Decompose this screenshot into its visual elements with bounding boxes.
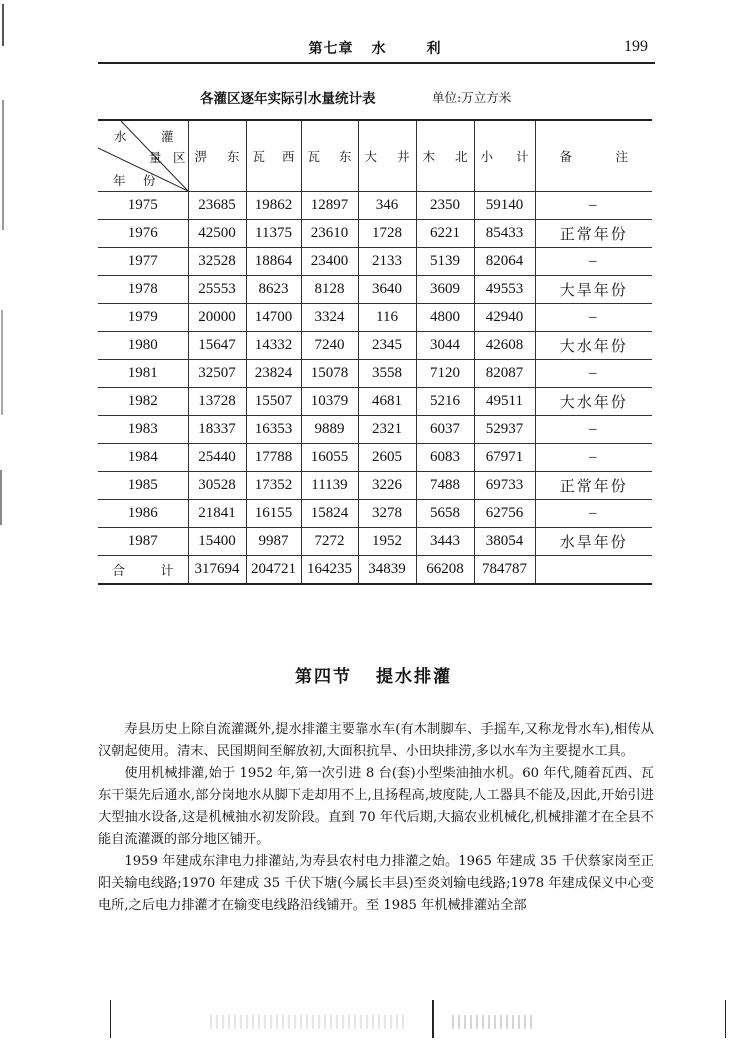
value-cell: 5139 <box>416 248 474 276</box>
value-cell: 4800 <box>416 304 474 332</box>
value-cell: 1952 <box>358 528 416 556</box>
value-cell: 19862 <box>246 192 301 220</box>
value-cell: 12897 <box>301 192 358 220</box>
value-cell: 1728 <box>358 220 416 248</box>
value-cell: 15078 <box>301 360 358 388</box>
table-row <box>98 276 652 304</box>
column-header <box>188 120 246 192</box>
value-cell: 25553 <box>188 276 246 304</box>
value-cell: 9987 <box>246 528 301 556</box>
value-cell: 23685 <box>188 192 246 220</box>
scan-edge-mark <box>2 4 4 46</box>
remark-cell: 水旱年份 <box>535 528 652 556</box>
column-header <box>474 120 535 192</box>
value-cell: 23824 <box>246 360 301 388</box>
value-cell: 16055 <box>301 444 358 472</box>
section-heading <box>0 662 747 687</box>
year-cell: 1979 <box>98 304 188 332</box>
value-cell: 82064 <box>474 248 535 276</box>
value-cell: 3609 <box>416 276 474 304</box>
remark-cell: – <box>535 500 652 528</box>
total-value-cell: 34839 <box>358 556 416 585</box>
column-header-char: 大 <box>364 149 378 164</box>
value-cell: 32528 <box>188 248 246 276</box>
total-label-char: 计 <box>160 564 174 579</box>
remark-cell: 正常年份 <box>535 220 652 248</box>
value-cell: 15824 <box>301 500 358 528</box>
table-row <box>98 472 652 500</box>
value-cell: 85433 <box>474 220 535 248</box>
table-row <box>98 248 652 276</box>
table-row <box>98 444 652 472</box>
remark-cell: 大水年份 <box>535 388 652 416</box>
corner-label-irrigation: 灌 <box>161 129 174 144</box>
value-cell: 2133 <box>358 248 416 276</box>
header-rule <box>98 62 655 64</box>
value-cell: 23400 <box>301 248 358 276</box>
value-cell: 38054 <box>474 528 535 556</box>
total-value-cell: 204721 <box>246 556 301 585</box>
remark-cell: – <box>535 304 652 332</box>
column-header-char: 东 <box>226 149 240 164</box>
column-header-char: 瓦 <box>307 149 321 164</box>
value-cell: 18864 <box>246 248 301 276</box>
value-cell: 67971 <box>474 444 535 472</box>
chapter-title <box>98 38 652 58</box>
chapter-title-part2: 利 <box>426 41 442 57</box>
value-cell: 6221 <box>416 220 474 248</box>
corner-label-water: 水 <box>114 129 127 144</box>
corner-label-year: 年 <box>113 173 126 188</box>
year-cell: 1986 <box>98 500 188 528</box>
total-label-cell <box>98 556 188 585</box>
corner-header-cell <box>98 120 188 192</box>
value-cell: 62756 <box>474 500 535 528</box>
corner-label-quantity: 量 <box>149 150 162 165</box>
column-header-char: 东 <box>338 149 352 164</box>
value-cell: 7120 <box>416 360 474 388</box>
column-header <box>358 120 416 192</box>
column-header-char: 井 <box>396 149 410 164</box>
total-row <box>98 556 652 585</box>
value-cell: 14332 <box>246 332 301 360</box>
value-cell: 2321 <box>358 416 416 444</box>
year-cell: 1984 <box>98 444 188 472</box>
value-cell: 42608 <box>474 332 535 360</box>
scan-footer-noise <box>452 1015 532 1029</box>
column-header-char: 计 <box>515 149 529 164</box>
value-cell: 17788 <box>246 444 301 472</box>
remark-cell: 大旱年份 <box>535 276 652 304</box>
scan-edge-mark <box>1 310 3 415</box>
section-title: 提水排灌 <box>376 667 452 687</box>
year-cell: 1982 <box>98 388 188 416</box>
value-cell: 7272 <box>301 528 358 556</box>
value-cell: 42940 <box>474 304 535 332</box>
table-header-row <box>98 120 652 192</box>
value-cell: 3044 <box>416 332 474 360</box>
value-cell: 3324 <box>301 304 358 332</box>
column-header-char: 备 <box>559 149 573 164</box>
value-cell: 30528 <box>188 472 246 500</box>
value-cell: 3640 <box>358 276 416 304</box>
remark-cell: 正常年份 <box>535 472 652 500</box>
remark-cell: – <box>535 416 652 444</box>
value-cell: 17352 <box>246 472 301 500</box>
scan-footer-noise <box>210 1015 405 1029</box>
page-number: 199 <box>624 38 648 55</box>
chapter-title-part1: 水 <box>371 41 387 57</box>
value-cell: 3226 <box>358 472 416 500</box>
value-cell: 8128 <box>301 276 358 304</box>
scan-footer-mark <box>110 1000 111 1038</box>
table-row <box>98 416 652 444</box>
value-cell: 9889 <box>301 416 358 444</box>
year-cell: 1985 <box>98 472 188 500</box>
paragraph: 使用机械排灌,始于 1952 年,第一次引进 8 台(套)小型柴油抽水机。60 年代,随着瓦西、瓦东干渠先后通水,部分岗地水从脚下走却用不上,且扬程高,坡度陡,人工器具不能及,因此,开始引进大型抽水设备,这是机械抽水初发阶段。直到 70 年代后期,大搞农业机械化,机械排灌才在全县不能自流灌溉的部分地区铺开。 <box>98 766 654 847</box>
corner-label-district: 区 <box>173 150 186 165</box>
value-cell: 5216 <box>416 388 474 416</box>
year-cell: 1978 <box>98 276 188 304</box>
value-cell: 20000 <box>188 304 246 332</box>
chapter-number: 第七章 <box>308 41 354 57</box>
total-label-char: 合 <box>112 564 126 579</box>
value-cell: 10379 <box>301 388 358 416</box>
value-cell: 49511 <box>474 388 535 416</box>
value-cell: 16155 <box>246 500 301 528</box>
column-header-char: 小 <box>480 149 494 164</box>
value-cell: 346 <box>358 192 416 220</box>
value-cell: 11139 <box>301 472 358 500</box>
column-header-char: 北 <box>454 149 468 164</box>
value-cell: 7240 <box>301 332 358 360</box>
value-cell: 59140 <box>474 192 535 220</box>
value-cell: 32507 <box>188 360 246 388</box>
value-cell: 5658 <box>416 500 474 528</box>
value-cell: 2350 <box>416 192 474 220</box>
value-cell: 8623 <box>246 276 301 304</box>
remark-cell: – <box>535 248 652 276</box>
value-cell: 4681 <box>358 388 416 416</box>
value-cell: 6083 <box>416 444 474 472</box>
total-value-cell: 164235 <box>301 556 358 585</box>
year-cell: 1977 <box>98 248 188 276</box>
value-cell: 2605 <box>358 444 416 472</box>
scan-footer-mark <box>432 1000 434 1038</box>
year-cell: 1976 <box>98 220 188 248</box>
paragraph: 寿县历史上除自流灌溉外,提水排灌主要靠水车(有木制脚车、手摇车,又称龙骨水车),相传从汉朝起使用。清末、民国期间至解放初,大面积抗旱、小田块排涝,多以水车为主要提水工具。 <box>98 722 654 759</box>
corner-label-part: 份 <box>143 173 156 188</box>
table-row <box>98 360 652 388</box>
value-cell: 2345 <box>358 332 416 360</box>
table-row <box>98 500 652 528</box>
value-cell: 82087 <box>474 360 535 388</box>
scan-edge-mark <box>2 100 4 230</box>
value-cell: 7488 <box>416 472 474 500</box>
column-header-char: 木 <box>422 149 436 164</box>
value-cell: 3278 <box>358 500 416 528</box>
table-row <box>98 332 652 360</box>
column-header <box>246 120 301 192</box>
value-cell: 3558 <box>358 360 416 388</box>
value-cell: 42500 <box>188 220 246 248</box>
value-cell: 15400 <box>188 528 246 556</box>
value-cell: 21841 <box>188 500 246 528</box>
column-header-char: 西 <box>281 149 295 164</box>
body-text <box>98 719 654 917</box>
total-remark-cell <box>535 556 652 585</box>
scan-edge-mark <box>0 470 2 525</box>
value-cell: 11375 <box>246 220 301 248</box>
total-value-cell: 317694 <box>188 556 246 585</box>
column-header-char: 瓦 <box>252 149 266 164</box>
total-value-cell: 784787 <box>474 556 535 585</box>
value-cell: 69733 <box>474 472 535 500</box>
section-number: 第四节 <box>295 667 352 687</box>
table-title: 各灌区逐年实际引水量统计表 <box>200 91 376 107</box>
year-cell: 1983 <box>98 416 188 444</box>
scan-footer-mark <box>725 1000 726 1038</box>
value-cell: 15647 <box>188 332 246 360</box>
year-cell: 1980 <box>98 332 188 360</box>
value-cell: 16353 <box>246 416 301 444</box>
value-cell: 116 <box>358 304 416 332</box>
column-header-char: 淠 <box>194 149 208 164</box>
column-header-remark <box>535 120 652 192</box>
column-header-char: 注 <box>615 149 628 164</box>
remark-cell: – <box>535 444 652 472</box>
value-cell: 3443 <box>416 528 474 556</box>
table-unit: 单位:万立方米 <box>432 90 512 105</box>
irrigation-table <box>98 119 652 585</box>
value-cell: 25440 <box>188 444 246 472</box>
year-cell: 1975 <box>98 192 188 220</box>
value-cell: 15507 <box>246 388 301 416</box>
value-cell: 18337 <box>188 416 246 444</box>
remark-cell: – <box>535 192 652 220</box>
remark-cell: 大水年份 <box>535 332 652 360</box>
value-cell: 23610 <box>301 220 358 248</box>
value-cell: 52937 <box>474 416 535 444</box>
column-header <box>416 120 474 192</box>
table-row <box>98 388 652 416</box>
year-cell: 1987 <box>98 528 188 556</box>
table-row <box>98 304 652 332</box>
total-value-cell: 66208 <box>416 556 474 585</box>
paragraph: 1959 年建成东津电力排灌站,为寿县农村电力排灌之始。1965 年建成 35 千伏蔡家岗至正阳关输电线路;1970 年建成 35 千伏下塘(今属长丰县)至炎刘输电线路;1978 年建成保义中心变电所,之后电力排灌才在输变电线路沿线铺开。至 1985 年机械排灌站全部 <box>98 854 654 913</box>
value-cell: 13728 <box>188 388 246 416</box>
value-cell: 6037 <box>416 416 474 444</box>
table-row <box>98 220 652 248</box>
table-row <box>98 528 652 556</box>
running-head <box>98 38 652 60</box>
value-cell: 49553 <box>474 276 535 304</box>
column-header <box>301 120 358 192</box>
table-row <box>98 192 652 220</box>
year-cell: 1981 <box>98 360 188 388</box>
remark-cell: – <box>535 360 652 388</box>
value-cell: 14700 <box>246 304 301 332</box>
